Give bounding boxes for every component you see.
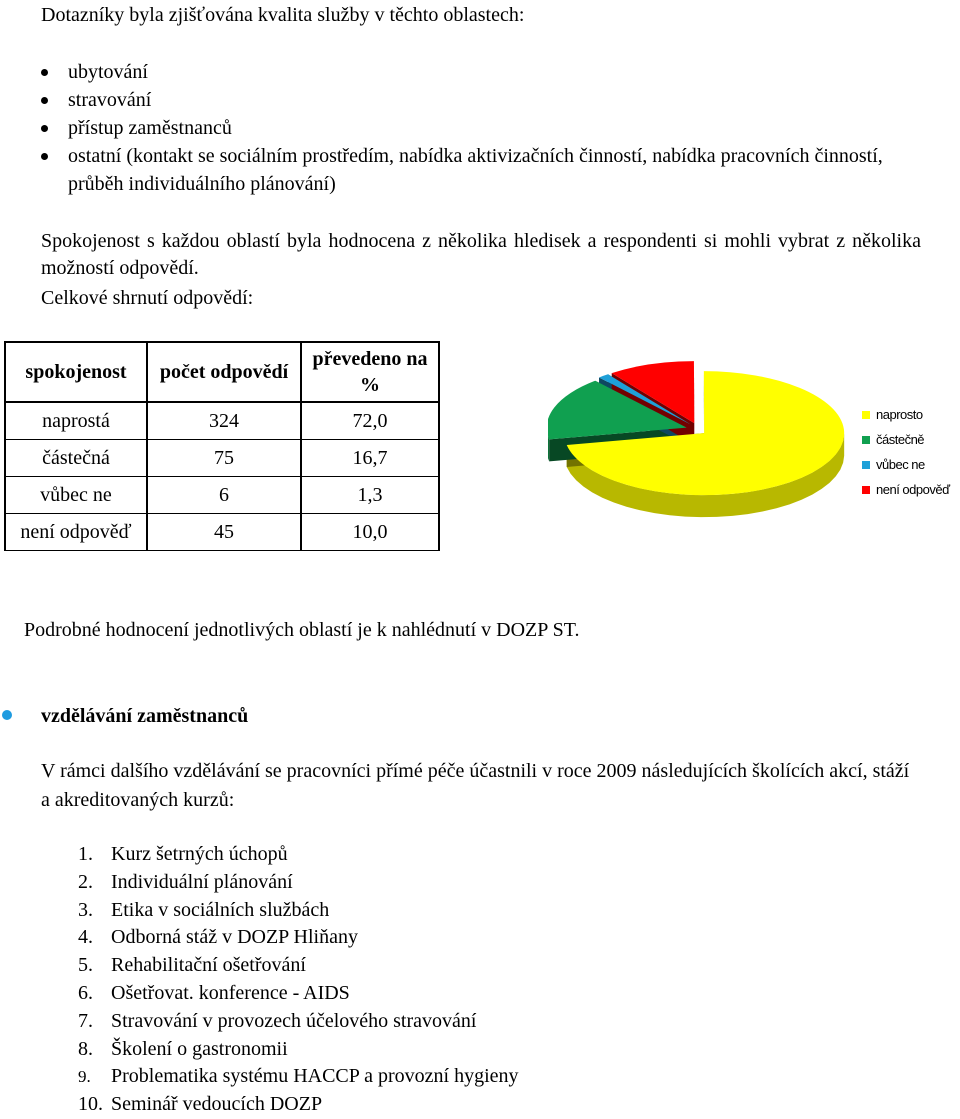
list-item: ubytování (41, 58, 921, 86)
course-number: 5. (78, 952, 111, 978)
bullet-icon (41, 153, 48, 160)
column-header: spokojenost (5, 342, 147, 402)
course-item (78, 897, 519, 925)
summary-label: Celkové shrnutí odpovědí: (41, 285, 253, 311)
course-number: 3. (78, 897, 111, 923)
bullet-icon (41, 69, 48, 76)
course-title: Kurz šetrných úchopů (111, 843, 288, 865)
areas-list (41, 58, 921, 198)
column-header: počet odpovědí (147, 342, 301, 402)
course-item (78, 980, 519, 1008)
table-cell: 45 (147, 514, 301, 551)
course-item (78, 952, 519, 980)
legend-swatch (862, 411, 870, 419)
course-item (78, 1008, 519, 1036)
course-item (78, 1091, 519, 1119)
course-number: 4. (78, 924, 111, 950)
table-row (5, 440, 439, 477)
section-bullet-icon (2, 710, 12, 720)
table-row (5, 402, 439, 440)
section-heading: vzdělávání zaměstnanců (41, 703, 248, 729)
course-title: Školení o gastronomii (111, 1038, 288, 1060)
detail-note: Podrobné hodnocení jednotlivých oblastí je k nahlédnutí v DOZP ST. (24, 617, 579, 643)
course-number: 8. (78, 1036, 111, 1062)
legend-swatch (862, 436, 870, 444)
course-item (78, 869, 519, 897)
course-title: Etika v sociálních službách (111, 899, 329, 921)
course-title: Odborná stáž v DOZP Hliňany (111, 926, 358, 948)
courses-list (78, 841, 519, 1119)
course-number: 9. (78, 1064, 111, 1090)
satisfaction-pie-chart (548, 352, 848, 542)
table-header-row (5, 342, 439, 402)
course-title: Rehabilitační ošetřování (111, 954, 306, 976)
course-title: Stravování v provozech účelového stravování (111, 1010, 476, 1032)
paragraph-rating: Spokojenost s každou oblastí byla hodnocena z několika hledisek a respondenti si mohli vybrat z několika možností odpovědí. (41, 228, 921, 282)
list-item: ostatní (kontakt se sociálním prostředím, nabídka aktivizačních činností, nabídka pracovních činností, průběh individuálního plánování) (41, 142, 921, 198)
table-cell: 16,7 (301, 440, 439, 477)
course-number: 10. (78, 1091, 111, 1117)
table-cell: 1,3 (301, 477, 439, 514)
course-item (78, 1036, 519, 1064)
course-title: Individuální plánování (111, 871, 293, 893)
course-number: 2. (78, 869, 111, 895)
table-row (5, 514, 439, 551)
paragraph-education: V rámci dalšího vzdělávání se pracovníci přímé péče účastnili v roce 2009 následujících školících akcí, stáží a akreditovaných kurzů: (41, 757, 921, 815)
course-item (78, 841, 519, 869)
table-cell: naprostá (5, 402, 147, 440)
column-header: převedeno na % (301, 342, 439, 402)
course-number: 6. (78, 980, 111, 1006)
list-item: stravování (41, 86, 921, 114)
course-title: Problematika systému HACCP a provozní hygieny (111, 1065, 519, 1087)
course-item (78, 924, 519, 952)
table-cell: částečná (5, 440, 147, 477)
table-cell: 10,0 (301, 514, 439, 551)
table-cell: 75 (147, 440, 301, 477)
table-row (5, 477, 439, 514)
list-item: přístup zaměstnanců (41, 114, 921, 142)
course-title: Seminář vedoucích DOZP (111, 1093, 322, 1115)
bullet-icon (41, 125, 48, 132)
intro-text: Dotazníky byla zjišťována kvalita služby v těchto oblastech: (41, 2, 524, 28)
course-number: 1. (78, 841, 111, 867)
course-item (78, 1063, 519, 1091)
bullet-icon (41, 97, 48, 104)
course-number: 7. (78, 1008, 111, 1034)
table-cell: 6 (147, 477, 301, 514)
table-cell: 72,0 (301, 402, 439, 440)
legend-swatch (862, 461, 870, 469)
table-cell: není odpověď (5, 514, 147, 551)
table-cell: vůbec ne (5, 477, 147, 514)
course-title: Ošetřovat. konference - AIDS (111, 982, 350, 1004)
results-table (4, 341, 440, 551)
table-cell: 324 (147, 402, 301, 440)
legend-swatch (862, 486, 870, 494)
